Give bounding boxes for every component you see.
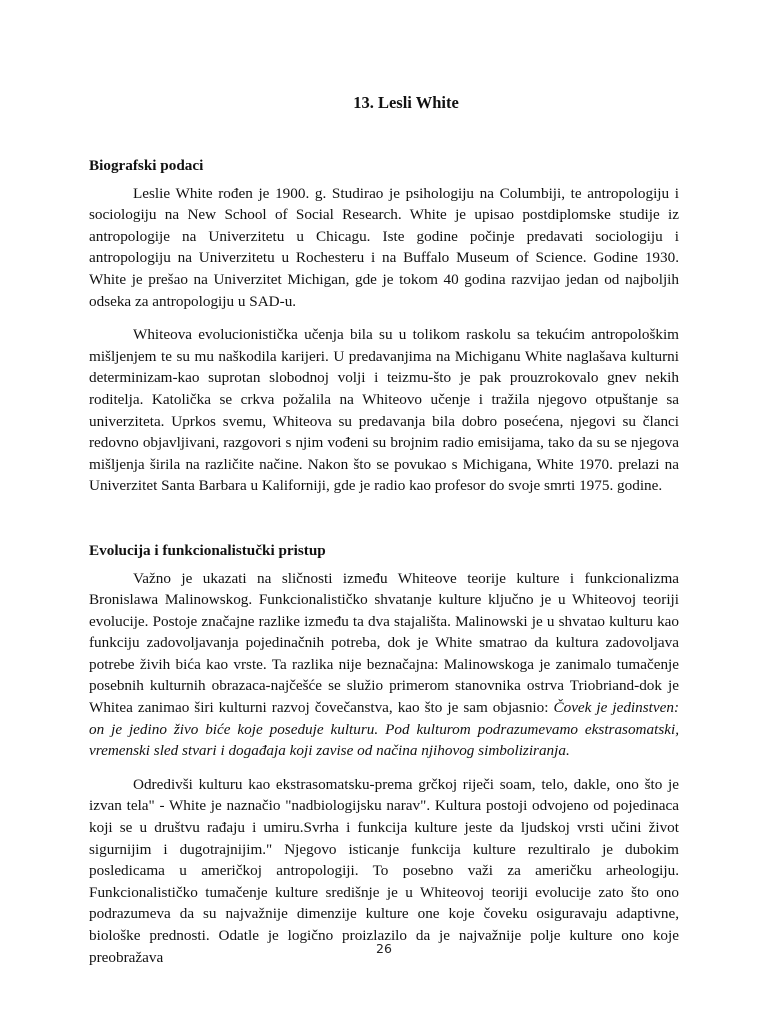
page-content xyxy=(89,92,679,968)
section-heading-evolution: Evolucija i funkcionalistučki pristup xyxy=(89,541,326,559)
paragraph-biography-1: Leslie White rođen je 1900. g. Studirao je psihologiju na Columbiji, te antropologiju i sociologiju na New School of Social Research. White je upisao postdiplomske studije iz antropologije na Univerzitetu u Chicagu. Iste godine počinje predavati sociologiju i antropologiju na Univerzitetu u Rochesteru i na Buffalo Museum of Science. Godine 1930. White je prešao na Univerzitet Michigan, gde je tokom 40 godina razvijao jedan od najboljih odseka za antropologiju u SAD-u. xyxy=(89,184,679,310)
paragraph-biography-2: Whiteova evolucionistička učenja bila su u tolikom raskolu sa tekućim antropološkim mišljenjem te su mu naškodila karijeri. U predavanjima na Michiganu White naglašava kulturni determinizam-kao suprotan slobodnoj volji i teizmu-što je pak prouzrokovalo gnev nekih roditelja. Katolička se crkva požalila na Whiteovo učenje i tražila njegovo otpuštanje sa univerziteta. Uprkos svemu, Whiteova su predavanja bila dobro posećena, njegovi su članci redovno objavljivani, razgovori s njim vođeni su brojnim radio emisijama, tako da su se njegova mišljenja širila na različite načine. Nakon što se povukao s Michigana, White 1970. prelazi na Univerzitet Santa Barbara u Kaliforniji, gde je radio kao profesor do svoje smrti 1975. godine. xyxy=(89,326,679,495)
paragraph-evolution-1-text: Važno je ukazati na sličnosti između Whiteove teorije kulture i funkcionalizma Bronislawa Malinowskog. Funkcionalističko shvatanje kulture ključno je u Whiteovoj teoriji evolucije. Postoje značajne razlike između ta dva stajališta. Malinowski je u shvatao kulturu kao funkciju zadovoljavanja pojedinačnih potreba, dok je White smatrao da kultura zadovoljava potrebe živih bića kao vrste. Ta razlika nije beznačajna: Malinowskoga je zanimalo tumačenje posebnih kulturnih obrazaca-najčešće se služio primerom stanovnika ostrva Triobriand-dok je Whitea zanimao širi kulturni razvoj čovečanstva, kao što je sam objasnio: xyxy=(89,569,679,717)
page-number: 26 xyxy=(376,941,392,956)
paragraph-evolution-1 xyxy=(89,568,679,762)
chapter-title: 13. Lesli White xyxy=(353,93,459,112)
white-quote: Čovek je jedinstven: on je jedino živo biće koje poseduje kulturu. Pod kulturom podrazumevamo ekstrasomatski, vremenski sled stvari i događaja koji zavise od načina njihovog simboliziranja. xyxy=(89,699,679,760)
section-heading-biography: Biografski podaci xyxy=(89,157,204,174)
paragraph-evolution-2: Odredivši kulturu kao ekstrasomatsku-prema grčkoj riječi soam, telo, dakle, ono što je izvan tela" - White je naznačio "nadbiologijsku narav". Kultura postoji odvojeno od pojedinaca koji se u društvu rađaju i umiru.Svrha i funkcija kulture jeste da ljudskoj vrsti učini život sigurnijim i dugotrajnijim." Njegovo isticanje funkcija kulture rezultiralo je dubokim posledicama u američkoj antropologiji. To posebno važi za američku arheologiju. Funkcionalističko tumačenje kulture središnje je u Whiteovoj teoriji evolucije zato što ono podrazumeva da su najvažnije dimenzije kulture one koje čoveku osiguravaju adaptivne, biološke prednosti. Odatle je logično proizlazilo da je najvažnije polje kulture ono koje preobražava xyxy=(89,775,679,966)
